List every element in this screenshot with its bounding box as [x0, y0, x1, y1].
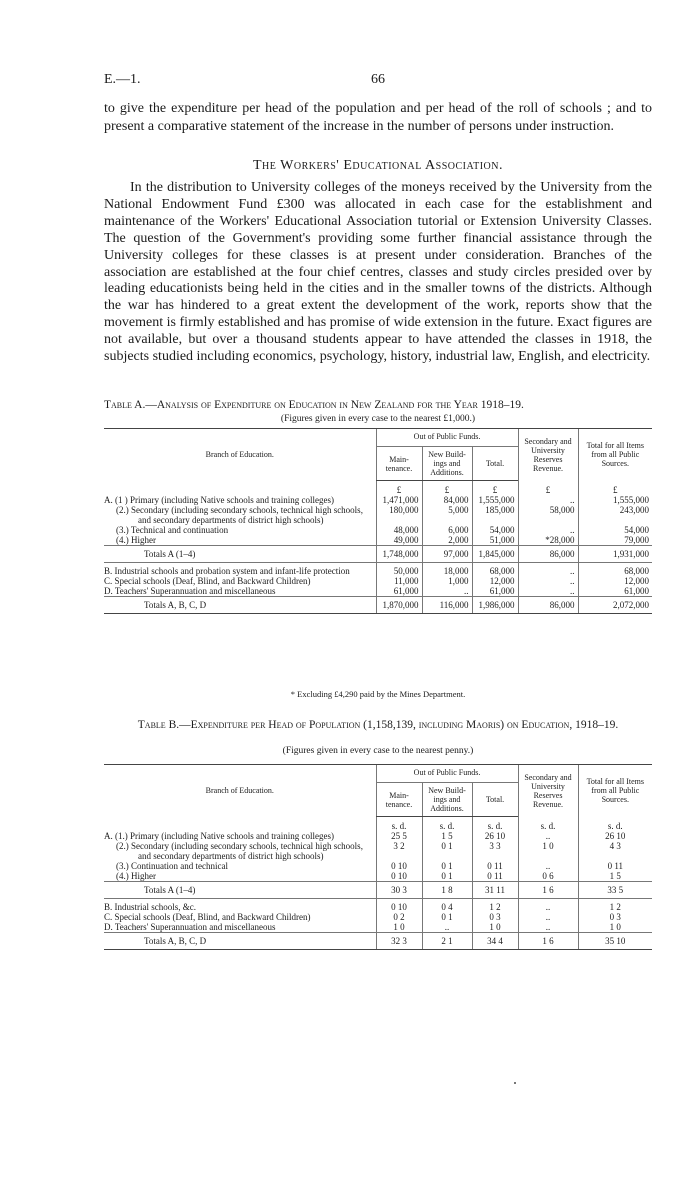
table-b-unit: s. d. — [376, 817, 422, 832]
table-row — [104, 861, 652, 871]
table-a-reserves-header: Secondary and University Reserves Revenue. — [518, 429, 578, 481]
row-label: (4.) Higher — [116, 535, 156, 545]
cell-all-sources: 0 11 — [578, 861, 652, 871]
table-row — [104, 912, 652, 922]
cell-maintenance: 32 3 — [376, 933, 422, 950]
cell-all-sources: 2,072,000 — [578, 597, 652, 614]
table-a-new-buildings-header: New Build-ings and Additions. — [422, 447, 472, 481]
cell-new-buildings: 0 1 — [422, 841, 472, 861]
cell-total: 31 11 — [472, 882, 518, 899]
table-row — [104, 495, 652, 505]
cell-all-sources: 1 2 — [578, 899, 652, 913]
cell-total: 54,000 — [472, 525, 518, 535]
table-b — [104, 764, 652, 950]
row-label: (2.) Secondary (including secondary schools, technical high schools, and secondary departments of district high schools) — [116, 505, 363, 525]
table-b-all-sources-header: Total for all Items from all Public Sources. — [578, 765, 652, 817]
table-b-unit: s. d. — [518, 817, 578, 832]
cell-reserves: .. — [518, 586, 578, 597]
table-row — [104, 576, 652, 586]
table-row — [104, 899, 652, 913]
table-b-public-funds-header: Out of Public Funds. — [376, 765, 518, 783]
cell-all-sources: 1 0 — [578, 922, 652, 933]
row-label: D. Teachers' Superannuation and miscellaneous — [104, 586, 276, 596]
cell-total: 26 10 — [472, 831, 518, 841]
row-label: D. Teachers' Superannuation and miscellaneous — [104, 922, 276, 932]
cell-total: 61,000 — [472, 586, 518, 597]
cell-reserves: 86,000 — [518, 597, 578, 614]
row-label: (3.) Continuation and technical — [116, 861, 228, 871]
table-a-unit: £ — [518, 481, 578, 496]
cell-all-sources: 68,000 — [578, 563, 652, 577]
running-header — [104, 72, 652, 92]
print-speck — [514, 1082, 516, 1084]
cell-all-sources: 243,000 — [578, 505, 652, 525]
cell-reserves: 1 6 — [518, 882, 578, 899]
cell-maintenance: 30 3 — [376, 882, 422, 899]
table-row — [104, 871, 652, 882]
cell-reserves: 58,000 — [518, 505, 578, 525]
cell-maintenance: 50,000 — [376, 563, 422, 577]
cell-new-buildings: .. — [422, 586, 472, 597]
cell-new-buildings: 0 1 — [422, 861, 472, 871]
cell-maintenance: 1,471,000 — [376, 495, 422, 505]
cell-maintenance: 48,000 — [376, 525, 422, 535]
cell-total: 0 3 — [472, 912, 518, 922]
cell-new-buildings: 6,000 — [422, 525, 472, 535]
cell-new-buildings: 1,000 — [422, 576, 472, 586]
cell-maintenance: 3 2 — [376, 841, 422, 861]
cell-new-buildings: 0 4 — [422, 899, 472, 913]
row-label: B. Industrial schools and probation system and infant-life protection — [104, 563, 376, 577]
table-b-caption: Table B.—Expenditure per Head of Population (1,158,139, including Maoris) on Education, 1918–19. — [137, 719, 619, 731]
table-b-total-header: Total. — [472, 783, 518, 817]
cell-all-sources: 1,555,000 — [578, 495, 652, 505]
cell-total: 0 11 — [472, 861, 518, 871]
page-number: 66 — [371, 72, 385, 87]
cell-total: 1,555,000 — [472, 495, 518, 505]
cell-reserves: .. — [518, 831, 578, 841]
cell-new-buildings: 1 8 — [422, 882, 472, 899]
cell-maintenance: 11,000 — [376, 576, 422, 586]
row-label: Totals A (1–4) — [104, 882, 376, 899]
cell-new-buildings: 0 1 — [422, 871, 472, 882]
cell-maintenance: 61,000 — [376, 586, 422, 597]
table-row-total — [104, 882, 652, 899]
table-row-grand-total — [104, 933, 652, 950]
cell-new-buildings: 0 1 — [422, 912, 472, 922]
cell-new-buildings: 97,000 — [422, 546, 472, 563]
cell-reserves: .. — [518, 912, 578, 922]
cell-new-buildings: .. — [422, 922, 472, 933]
table-a-unit: £ — [472, 481, 518, 496]
table-row — [104, 505, 652, 525]
cell-all-sources: 61,000 — [578, 586, 652, 597]
cell-maintenance: 1,748,000 — [376, 546, 422, 563]
cell-new-buildings: 18,000 — [422, 563, 472, 577]
table-b-branch-header: Branch of Education. — [104, 765, 376, 817]
cell-reserves: .. — [518, 899, 578, 913]
cell-all-sources: 12,000 — [578, 576, 652, 586]
table-a-branch-header: Branch of Education. — [104, 429, 376, 481]
row-label: (3.) Technical and continuation — [116, 525, 229, 535]
cell-total: 12,000 — [472, 576, 518, 586]
table-a-maintenance-header: Main-tenance. — [376, 447, 422, 481]
cell-all-sources: 1,931,000 — [578, 546, 652, 563]
cell-total: 68,000 — [472, 563, 518, 577]
cell-reserves: 1 0 — [518, 841, 578, 861]
cell-maintenance: 1,870,000 — [376, 597, 422, 614]
cell-new-buildings: 116,000 — [422, 597, 472, 614]
cell-total: 3 3 — [472, 841, 518, 861]
row-label: Totals A, B, C, D — [104, 597, 376, 614]
cell-maintenance: 0 10 — [376, 871, 422, 882]
cell-total: 34 4 — [472, 933, 518, 950]
cell-maintenance: 180,000 — [376, 505, 422, 525]
cell-maintenance: 0 2 — [376, 912, 422, 922]
table-a-unit: £ — [376, 481, 422, 496]
table-a-unit: £ — [578, 481, 652, 496]
table-a-units-row — [104, 481, 652, 496]
table-row — [104, 831, 652, 841]
row-label: C. Special schools (Deaf, Blind, and Backward Children) — [104, 912, 311, 922]
row-label: C. Special schools (Deaf, Blind, and Backward Children) — [104, 576, 311, 586]
section-paragraph: In the distribution to University colleges of the moneys received by the University from the National Endowment Fund £300 was allocated in each case for the establishment and maintenance of the Workers' Educational Association tutorial or Extension University Classes. The question of the Government's providing some further financial assistance through the University colleges for these classes is at present under consideration. Branches of the association are established at the four chief centres, classes and study circles presided over by leading educationists being held in the cities and in the smaller towns of the districts. Although the war has hindered to a great extent the development of the work, reports show that the movement is firmly established and has promise of wide extension in the future. Exact figures are not available, but over a thousand students appear to have attended the classes in 1918, the subjects studied including economics, psychology, history, industrial law, English, and electricity. — [104, 180, 652, 365]
cell-all-sources: 4 3 — [578, 841, 652, 861]
cell-all-sources: 79,000 — [578, 535, 652, 546]
table-a-public-funds-header: Out of Public Funds. — [376, 429, 518, 447]
table-b-unit: s. d. — [578, 817, 652, 832]
cell-new-buildings: 5,000 — [422, 505, 472, 525]
table-row — [104, 563, 652, 577]
cell-reserves: .. — [518, 576, 578, 586]
cell-total: 0 11 — [472, 871, 518, 882]
table-a-unit: £ — [422, 481, 472, 496]
table-row — [104, 586, 652, 597]
table-b-reserves-header: Secondary and University Reserves Revenue. — [518, 765, 578, 817]
cell-reserves: 0 6 — [518, 871, 578, 882]
row-label: Totals A (1–4) — [104, 546, 376, 563]
table-b-units-row — [104, 817, 652, 832]
cell-maintenance: 25 5 — [376, 831, 422, 841]
cell-new-buildings: 2 1 — [422, 933, 472, 950]
cell-total: 1,845,000 — [472, 546, 518, 563]
table-row — [104, 525, 652, 535]
table-row-grand-total — [104, 597, 652, 614]
cell-total: 185,000 — [472, 505, 518, 525]
cell-total: 1 2 — [472, 899, 518, 913]
cell-reserves: 1 6 — [518, 933, 578, 950]
row-label: Totals A, B, C, D — [104, 933, 376, 950]
cell-total: 51,000 — [472, 535, 518, 546]
cell-all-sources: 54,000 — [578, 525, 652, 535]
table-b-unit: s. d. — [472, 817, 518, 832]
cell-new-buildings: 1 5 — [422, 831, 472, 841]
intro-paragraph: to give the expenditure per head of the population and per head of the roll of schools ; and to present a comparative statement of the increase in the number of persons under instruction. — [104, 101, 652, 134]
cell-reserves: 86,000 — [518, 546, 578, 563]
cell-reserves: .. — [518, 495, 578, 505]
cell-reserves: .. — [518, 525, 578, 535]
table-row — [104, 922, 652, 933]
row-label: B. Industrial schools, &c. — [104, 899, 376, 913]
table-a-caption: Table A.—Analysis of Expenditure on Education in New Zealand for the Year 1918–19. — [104, 399, 524, 411]
cell-total: 1,986,000 — [472, 597, 518, 614]
row-label: A. (1 ) Primary (including Native schools and training colleges) — [104, 495, 334, 505]
table-b-unit: s. d. — [422, 817, 472, 832]
cell-new-buildings: 84,000 — [422, 495, 472, 505]
table-row — [104, 841, 652, 861]
cell-maintenance: 0 10 — [376, 861, 422, 871]
cell-new-buildings: 2,000 — [422, 535, 472, 546]
cell-all-sources: 1 5 — [578, 871, 652, 882]
cell-all-sources: 33 5 — [578, 882, 652, 899]
cell-reserves: .. — [518, 922, 578, 933]
table-b-note: (Figures given in every case to the nearest penny.) — [282, 746, 474, 756]
table-row-total — [104, 546, 652, 563]
cell-all-sources: 0 3 — [578, 912, 652, 922]
cell-all-sources: 35 10 — [578, 933, 652, 950]
cell-reserves: .. — [518, 861, 578, 871]
cell-maintenance: 1 0 — [376, 922, 422, 933]
cell-reserves: *28,000 — [518, 535, 578, 546]
table-row — [104, 535, 652, 546]
cell-maintenance: 49,000 — [376, 535, 422, 546]
table-a-footnote: * Excluding £4,290 paid by the Mines Department. — [290, 689, 466, 699]
table-a — [104, 428, 652, 614]
row-label: (4.) Higher — [116, 871, 156, 881]
row-label: (2.) Secondary (including secondary schools, technical high schools, and secondary departments of district high schools) — [116, 841, 363, 861]
table-a-all-sources-header: Total for all Items from all Public Sources. — [578, 429, 652, 481]
cell-all-sources: 26 10 — [578, 831, 652, 841]
section-heading: The Workers' Educational Association. — [253, 158, 503, 173]
cell-total: 1 0 — [472, 922, 518, 933]
table-a-total-header: Total. — [472, 447, 518, 481]
row-label: A. (1.) Primary (including Native schools and training colleges) — [104, 831, 334, 841]
table-a-note: (Figures given in every case to the nearest £1,000.) — [280, 414, 476, 424]
cell-maintenance: 0 10 — [376, 899, 422, 913]
document-reference: E.—1. — [104, 72, 141, 87]
table-b-maintenance-header: Main-tenance. — [376, 783, 422, 817]
cell-reserves: .. — [518, 563, 578, 577]
table-b-new-buildings-header: New Build-ings and Additions. — [422, 783, 472, 817]
